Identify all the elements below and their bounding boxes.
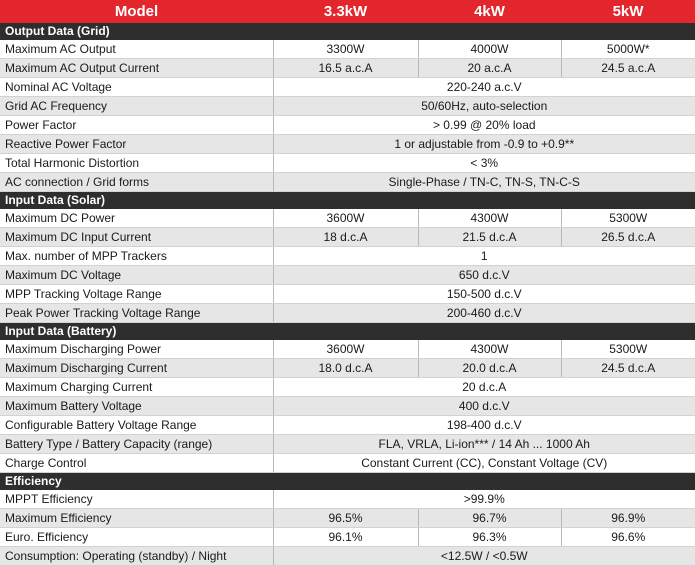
spec-row [0, 340, 695, 359]
spec-row [0, 228, 695, 247]
section-header-row [0, 473, 695, 491]
spec-value: 150-500 d.c.V [273, 285, 695, 304]
spec-label: Maximum DC Input Current [0, 228, 273, 247]
spec-value: 96.7% [418, 509, 561, 528]
specifications-body [0, 23, 695, 566]
spec-label: Grid AC Frequency [0, 97, 273, 116]
spec-value: 96.6% [561, 528, 695, 547]
section-title: Efficiency [0, 473, 695, 491]
spec-value: 18.0 d.c.A [273, 359, 418, 378]
spec-value: 20 d.c.A [273, 378, 695, 397]
section-header-row [0, 23, 695, 40]
spec-value: 18 d.c.A [273, 228, 418, 247]
spec-row [0, 209, 695, 228]
spec-value: Constant Current (CC), Constant Voltage (CV) [273, 454, 695, 473]
spec-row [0, 528, 695, 547]
spec-value: 50/60Hz, auto-selection [273, 97, 695, 116]
spec-row [0, 266, 695, 285]
spec-label: Total Harmonic Distortion [0, 154, 273, 173]
section-title: Output Data (Grid) [0, 23, 695, 40]
spec-label: AC connection / Grid forms [0, 173, 273, 192]
spec-value: 4000W [418, 40, 561, 59]
spec-value: < 3% [273, 154, 695, 173]
spec-value: 24.5 a.c.A [561, 59, 695, 78]
spec-row [0, 97, 695, 116]
spec-value: 21.5 d.c.A [418, 228, 561, 247]
spec-label: Peak Power Tracking Voltage Range [0, 304, 273, 323]
spec-label: Maximum DC Power [0, 209, 273, 228]
spec-value: 4300W [418, 209, 561, 228]
spec-value: 96.1% [273, 528, 418, 547]
spec-value: FLA, VRLA, Li-ion*** / 14 Ah ... 1000 Ah [273, 435, 695, 454]
spec-label: MPPT Efficiency [0, 490, 273, 509]
spec-label: Maximum Battery Voltage [0, 397, 273, 416]
spec-row [0, 435, 695, 454]
spec-value: 1 [273, 247, 695, 266]
spec-value: 26.5 d.c.A [561, 228, 695, 247]
spec-row [0, 40, 695, 59]
spec-label: Reactive Power Factor [0, 135, 273, 154]
section-title: Input Data (Battery) [0, 323, 695, 341]
spec-value: Single-Phase / TN-C, TN-S, TN-C-S [273, 173, 695, 192]
spec-value: >99.9% [273, 490, 695, 509]
spec-value: 16.5 a.c.A [273, 59, 418, 78]
section-header-row [0, 192, 695, 210]
spec-value: 3600W [273, 340, 418, 359]
spec-value: 24.5 d.c.A [561, 359, 695, 378]
spec-value: <12.5W / <0.5W [273, 547, 695, 566]
spec-value: 1 or adjustable from -0.9 to +0.9** [273, 135, 695, 154]
spec-label: Maximum Charging Current [0, 378, 273, 397]
spec-row [0, 378, 695, 397]
spec-value: 20 a.c.A [418, 59, 561, 78]
spec-value: 5300W [561, 209, 695, 228]
spec-label: Maximum Discharging Current [0, 359, 273, 378]
model-header-3-3kw: 3.3kW [273, 0, 418, 23]
spec-row [0, 116, 695, 135]
spec-value: 96.9% [561, 509, 695, 528]
spec-value: 20.0 d.c.A [418, 359, 561, 378]
spec-value: 5300W [561, 340, 695, 359]
spec-label: Nominal AC Voltage [0, 78, 273, 97]
spec-value: 650 d.c.V [273, 266, 695, 285]
spec-label: Battery Type / Battery Capacity (range) [0, 435, 273, 454]
spec-row [0, 304, 695, 323]
spec-row [0, 490, 695, 509]
spec-label: Charge Control [0, 454, 273, 473]
spec-row [0, 135, 695, 154]
spec-row [0, 509, 695, 528]
spec-row [0, 416, 695, 435]
spec-row [0, 154, 695, 173]
spec-value: > 0.99 @ 20% load [273, 116, 695, 135]
spec-label: Euro. Efficiency [0, 528, 273, 547]
spec-label: Maximum Discharging Power [0, 340, 273, 359]
spec-row [0, 247, 695, 266]
spec-value: 3600W [273, 209, 418, 228]
spec-value: 200-460 d.c.V [273, 304, 695, 323]
model-header-label: Model [0, 0, 273, 23]
spec-value: 96.3% [418, 528, 561, 547]
spec-label: Configurable Battery Voltage Range [0, 416, 273, 435]
spec-label: Power Factor [0, 116, 273, 135]
spec-label: MPP Tracking Voltage Range [0, 285, 273, 304]
spec-value: 400 d.c.V [273, 397, 695, 416]
spec-row [0, 285, 695, 304]
model-header-row [0, 0, 695, 23]
section-header-row [0, 323, 695, 341]
spec-value: 3300W [273, 40, 418, 59]
spec-row [0, 173, 695, 192]
model-header-4kw: 4kW [418, 0, 561, 23]
spec-value: 198-400 d.c.V [273, 416, 695, 435]
spec-label: Maximum Efficiency [0, 509, 273, 528]
spec-label: Maximum AC Output Current [0, 59, 273, 78]
spec-value: 96.5% [273, 509, 418, 528]
model-header-5kw: 5kW [561, 0, 695, 23]
spec-row [0, 454, 695, 473]
spec-row [0, 397, 695, 416]
spec-value: 5000W* [561, 40, 695, 59]
spec-label: Maximum DC Voltage [0, 266, 273, 285]
section-title: Input Data (Solar) [0, 192, 695, 210]
spec-value: 4300W [418, 340, 561, 359]
spec-row [0, 78, 695, 97]
spec-row [0, 547, 695, 566]
spec-label: Max. number of MPP Trackers [0, 247, 273, 266]
spec-value: 220-240 a.c.V [273, 78, 695, 97]
spec-label: Consumption: Operating (standby) / Night [0, 547, 273, 566]
spec-label: Maximum AC Output [0, 40, 273, 59]
spec-row [0, 59, 695, 78]
spec-row [0, 359, 695, 378]
